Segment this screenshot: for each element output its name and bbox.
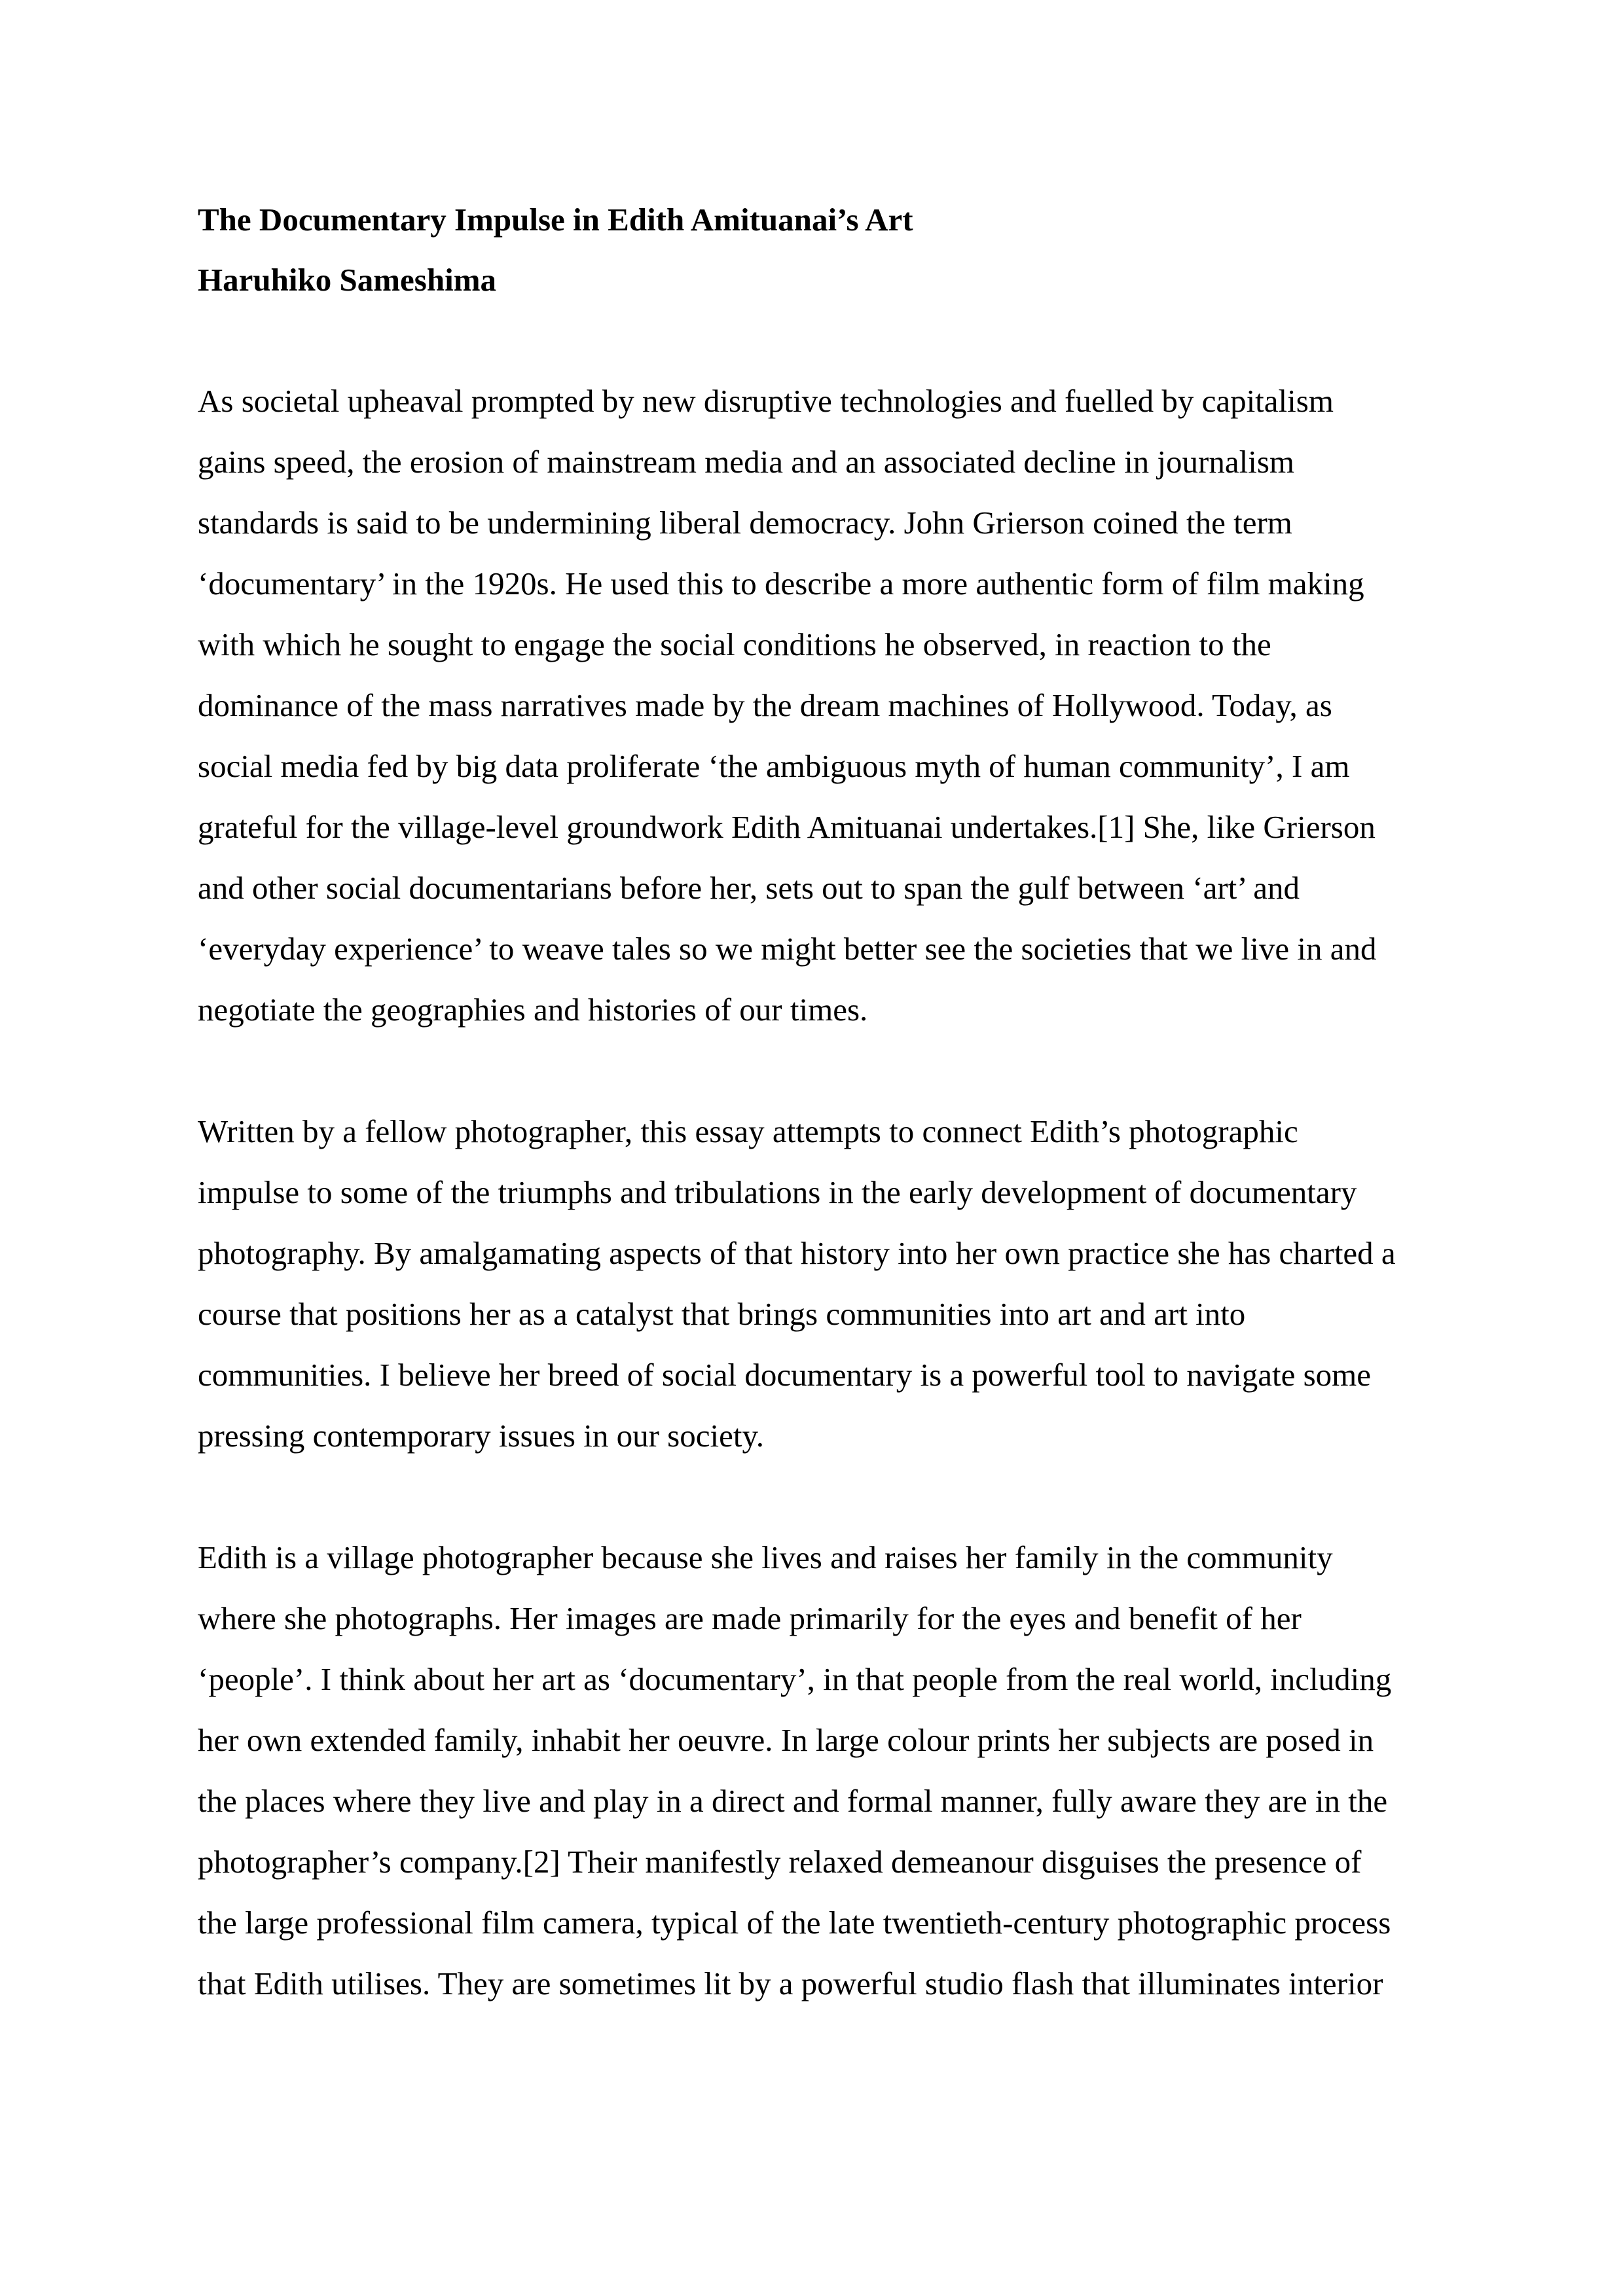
paragraph-line: standards is said to be undermining liberal democracy. John Grierson coined the term (198, 505, 1292, 541)
paragraph-line: negotiate the geographies and histories of our times. (198, 992, 868, 1028)
paragraph-line: photography. By amalgamating aspects of that history into her own practice she has charted a (198, 1235, 1396, 1271)
paragraph-line: with which he sought to engage the social conditions he observed, in reaction to the (198, 626, 1271, 662)
paragraph-line: pressing contemporary issues in our society. (198, 1418, 765, 1454)
paragraph-line: photographer’s company.[2] Their manifestly relaxed demeanour disguises the presence of (198, 1844, 1362, 1880)
paragraph-line: course that positions her as a catalyst that brings communities into art and art into (198, 1296, 1246, 1332)
paragraph-line: that Edith utilises. They are sometimes lit by a powerful studio flash that illuminates interior (198, 1965, 1383, 2001)
paragraph-line: communities. I believe her breed of social documentary is a powerful tool to navigate some (198, 1357, 1372, 1393)
paragraph-line: dominance of the mass narratives made by the dream machines of Hollywood. Today, as (198, 687, 1332, 723)
paragraph-line: her own extended family, inhabit her oeuvre. In large colour prints her subjects are posed in (198, 1722, 1374, 1758)
paragraph-line: social media fed by big data proliferate ‘the ambiguous myth of human community’, I am (198, 748, 1350, 784)
paragraph-line: gains speed, the erosion of mainstream media and an associated decline in journalism (198, 444, 1295, 480)
paragraph-line: ‘everyday experience’ to weave tales so we might better see the societies that we live in and (198, 931, 1377, 967)
paragraph-line: the large professional film camera, typical of the late twentieth-century photographic process (198, 1905, 1391, 1941)
author-name: Haruhiko Sameshima (198, 262, 497, 298)
paragraph-line: Written by a fellow photographer, this essay attempts to connect Edith’s photographic (198, 1113, 1298, 1149)
paragraph-line: the places where they live and play in a direct and formal manner, fully aware they are in the (198, 1783, 1388, 1819)
paragraph-line: ‘documentary’ in the 1920s. He used this to describe a more authentic form of film making (198, 565, 1364, 601)
document-title: The Documentary Impulse in Edith Amituanai’s Art (198, 202, 913, 238)
paragraph-line: and other social documentarians before her, sets out to span the gulf between ‘art’ and (198, 870, 1300, 906)
paragraph-line: As societal upheaval prompted by new disruptive technologies and fuelled by capitalism (198, 383, 1334, 419)
paragraph-line: Edith is a village photographer because she lives and raises her family in the community (198, 1539, 1333, 1575)
paragraph-line: where she photographs. Her images are made primarily for the eyes and benefit of her (198, 1600, 1302, 1636)
paragraph-line: ‘people’. I think about her art as ‘documentary’, in that people from the real world, including (198, 1661, 1392, 1697)
paragraph-line: impulse to some of the triumphs and tribulations in the early development of documentary (198, 1174, 1357, 1210)
paragraph-line: grateful for the village-level groundwork Edith Amituanai undertakes.[1] She, like Grierson (198, 809, 1376, 845)
